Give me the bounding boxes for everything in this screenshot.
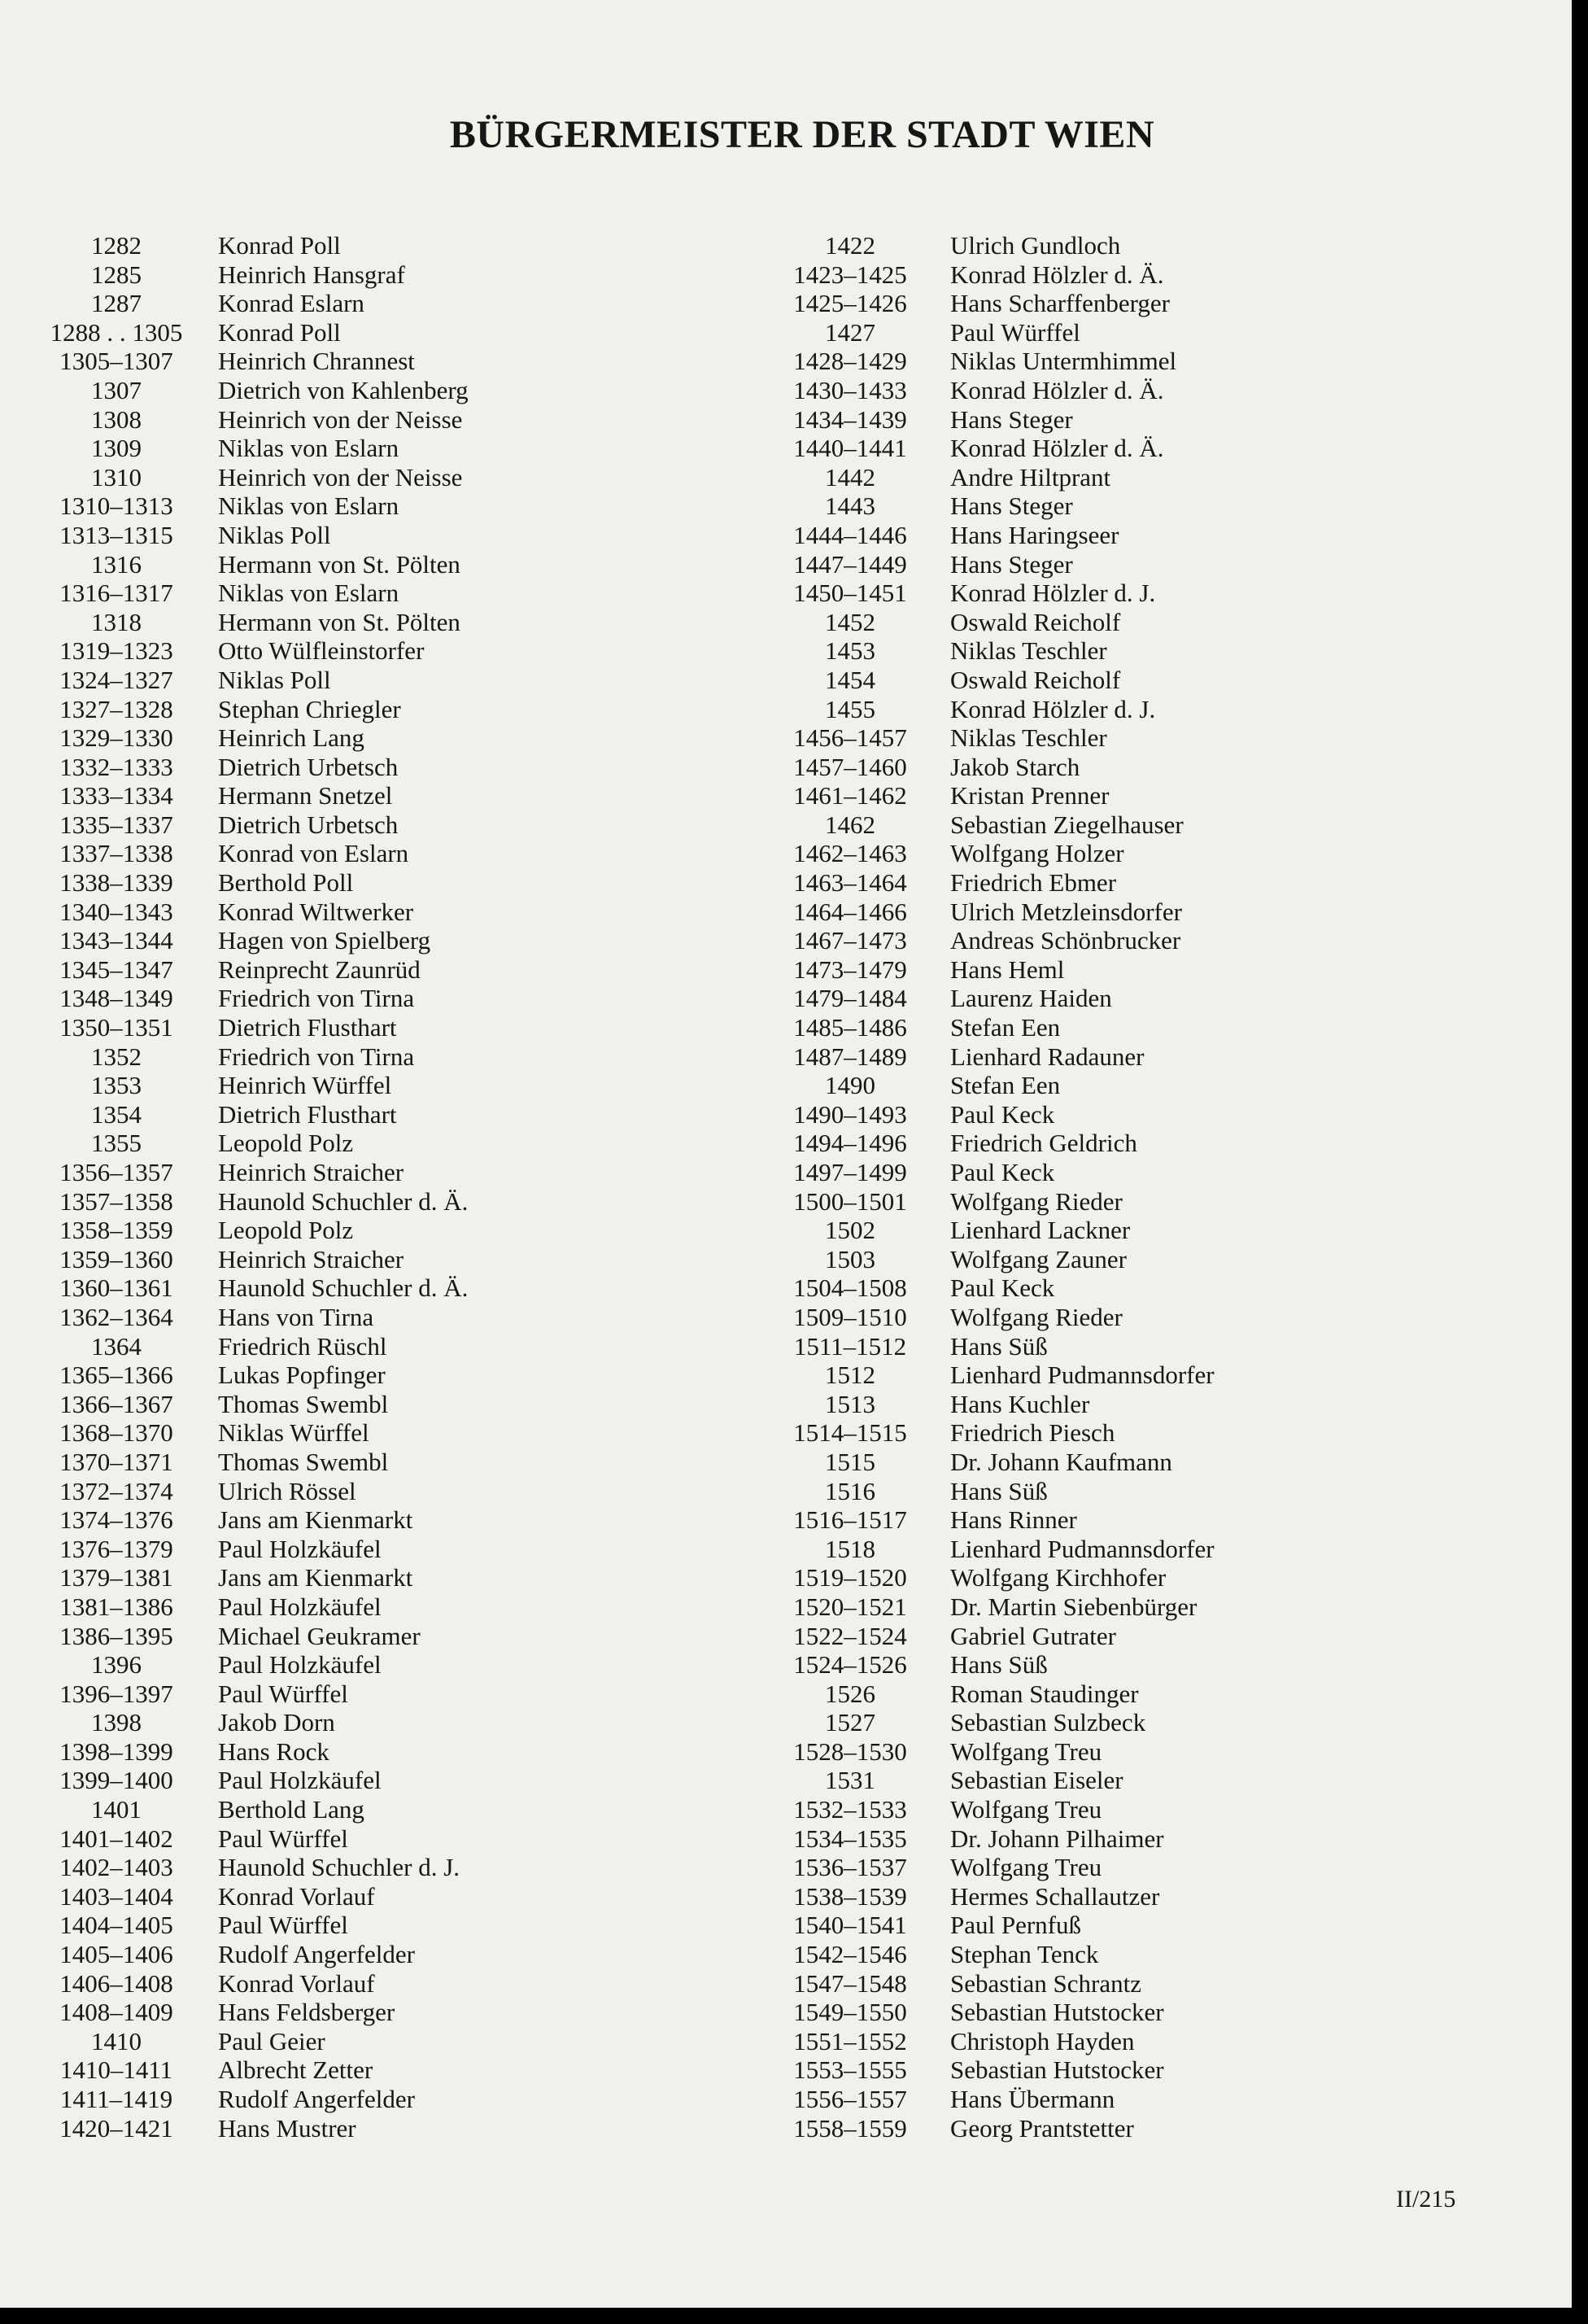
- mayor-name: Niklas Poll: [218, 665, 331, 694]
- term-years: 1338–1339: [59, 868, 173, 898]
- term-years: 1316: [91, 549, 142, 579]
- mayor-name: Friedrich von Tirna: [218, 1042, 415, 1071]
- term-years: 1310: [91, 462, 142, 491]
- mayor-name: Lienhard Lackner: [950, 1216, 1131, 1245]
- term-years: 1453: [825, 636, 875, 666]
- mayor-name: Haunold Schuchler d. Ä.: [218, 1273, 469, 1303]
- term-years: 1422: [825, 231, 875, 260]
- term-years: 1456–1457: [793, 723, 907, 753]
- term-years: 1410: [91, 2026, 142, 2055]
- term-years: 1332–1333: [59, 752, 173, 781]
- mayor-name: Haunold Schuchler d. J.: [218, 1853, 460, 1882]
- term-years: 1502: [825, 1216, 875, 1245]
- mayor-name: Konrad Wiltwerker: [218, 897, 414, 926]
- mayor-name: Heinrich Chrannest: [218, 347, 415, 376]
- term-years: 1515: [825, 1447, 875, 1476]
- term-years: 1490: [825, 1071, 875, 1100]
- mayor-name: Konrad Hölzler d. Ä.: [950, 260, 1164, 289]
- mayor-name: Sebastian Hutstocker: [950, 2055, 1164, 2085]
- term-years: 1403–1404: [59, 1881, 173, 1911]
- mayor-name: Jans am Kienmarkt: [218, 1563, 413, 1592]
- term-years: 1467–1473: [793, 926, 907, 955]
- term-years: 1479–1484: [793, 984, 907, 1013]
- mayor-name: Paul Holzkäufel: [218, 1650, 382, 1680]
- mayor-name: Sebastian Sulzbeck: [950, 1708, 1146, 1737]
- mayor-name: Niklas Poll: [218, 520, 331, 549]
- mayor-name: Niklas Teschler: [950, 723, 1107, 753]
- mayor-name: Niklas Würffel: [218, 1418, 369, 1448]
- mayor-name: Paul Geier: [218, 2026, 325, 2055]
- mayor-name: Wolfgang Zauner: [950, 1244, 1127, 1273]
- term-years: 1434–1439: [793, 404, 907, 434]
- mayor-name: Wolfgang Rieder: [950, 1186, 1123, 1216]
- term-years: 1410–1411: [59, 2055, 173, 2085]
- term-years: 1368–1370: [59, 1418, 173, 1448]
- mayor-name: Jakob Starch: [950, 752, 1080, 781]
- mayor-name: Heinrich von der Neisse: [218, 404, 463, 434]
- term-years: 1464–1466: [793, 897, 907, 926]
- mayor-name: Niklas von Eslarn: [218, 491, 399, 521]
- term-years: 1551–1552: [793, 2026, 907, 2055]
- term-years: 1355: [91, 1129, 142, 1158]
- mayor-name: Stefan Een: [950, 1013, 1061, 1042]
- mayor-name: Thomas Swembl: [218, 1447, 389, 1476]
- term-years: 1370–1371: [59, 1447, 173, 1476]
- term-years: 1522–1524: [793, 1621, 907, 1650]
- mayor-name: Wolfgang Holzer: [950, 839, 1124, 868]
- mayor-name: Sebastian Ziegelhauser: [950, 810, 1184, 839]
- term-years: 1316–1317: [59, 579, 173, 608]
- mayor-name: Konrad Eslarn: [218, 289, 364, 318]
- term-years: 1485–1486: [793, 1013, 907, 1042]
- mayor-name: Hans Kuchler: [950, 1389, 1090, 1418]
- term-years: 1408–1409: [59, 1998, 173, 2027]
- term-years: 1520–1521: [793, 1592, 907, 1621]
- mayor-name: Wolfgang Treu: [950, 1853, 1102, 1882]
- mayor-name: Dr. Martin Siebenbürger: [950, 1592, 1198, 1621]
- term-years: 1558–1559: [793, 2113, 907, 2143]
- mayor-name: Hermes Schallautzer: [950, 1881, 1160, 1911]
- term-years: 1423–1425: [793, 260, 907, 289]
- mayor-name: Paul Keck: [950, 1158, 1055, 1186]
- term-years: 1287: [91, 289, 142, 318]
- mayor-name: Hans Scharffenberger: [950, 289, 1170, 318]
- term-years: 1404–1405: [59, 1911, 173, 1940]
- mayor-name: Hans Mustrer: [218, 2113, 356, 2143]
- mayor-name: Ulrich Gundloch: [950, 231, 1121, 260]
- mayor-name: Paul Holzkäufel: [218, 1766, 382, 1795]
- mayor-name: Jakob Dorn: [218, 1708, 335, 1737]
- mayor-name: Hans Steger: [950, 549, 1073, 579]
- term-years: 1411–1419: [59, 2085, 173, 2113]
- term-years: 1526: [825, 1679, 875, 1708]
- mayor-name: Sebastian Hutstocker: [950, 1998, 1164, 2027]
- term-years: 1386–1395: [59, 1621, 173, 1650]
- mayor-name: Konrad Vorlauf: [218, 1968, 375, 1998]
- mayor-name: Dietrich von Kahlenberg: [218, 375, 469, 404]
- term-years: 1288 . . 1305: [50, 317, 183, 347]
- term-years: 1514–1515: [793, 1418, 907, 1448]
- mayor-name: Friedrich Rüschl: [218, 1331, 387, 1361]
- term-years: 1531: [825, 1766, 875, 1795]
- mayor-name: Heinrich Straicher: [218, 1244, 404, 1273]
- mayor-name: Paul Keck: [950, 1273, 1055, 1303]
- mayor-name: Hans Süß: [950, 1331, 1048, 1361]
- term-years: 1333–1334: [59, 781, 173, 810]
- term-years: 1500–1501: [793, 1186, 907, 1216]
- mayor-name: Heinrich von der Neisse: [218, 462, 463, 491]
- mayor-name: Michael Geukramer: [218, 1621, 421, 1650]
- mayor-name: Dietrich Flusthart: [218, 1099, 397, 1129]
- mayor-name: Roman Staudinger: [950, 1679, 1139, 1708]
- term-years: 1494–1496: [793, 1129, 907, 1158]
- term-years: 1440–1441: [793, 434, 907, 463]
- term-years: 1305–1307: [59, 347, 173, 376]
- mayor-name: Hans Feldsberger: [218, 1998, 395, 2027]
- mayor-name: Leopold Polz: [218, 1216, 354, 1245]
- term-years: 1308: [91, 404, 142, 434]
- term-years: 1454: [825, 665, 875, 694]
- mayor-name: Sebastian Eiseler: [950, 1766, 1123, 1795]
- term-years: 1307: [91, 375, 142, 404]
- mayor-name: Gabriel Gutrater: [950, 1621, 1116, 1650]
- mayor-name: Thomas Swembl: [218, 1389, 389, 1418]
- mayor-name: Albrecht Zetter: [218, 2055, 373, 2085]
- term-years: 1536–1537: [793, 1853, 907, 1882]
- mayor-name: Haunold Schuchler d. Ä.: [218, 1186, 469, 1216]
- term-years: 1362–1364: [59, 1302, 173, 1331]
- term-years: 1398–1399: [59, 1736, 173, 1766]
- mayor-name: Hans Rinner: [950, 1505, 1077, 1535]
- mayor-name: Berthold Poll: [218, 868, 354, 898]
- mayor-name: Rudolf Angerfelder: [218, 2085, 415, 2113]
- mayor-name: Lienhard Radauner: [950, 1042, 1145, 1071]
- term-years: 1319–1323: [59, 636, 173, 666]
- mayor-name: Ulrich Rössel: [218, 1476, 356, 1505]
- term-years: 1364: [91, 1331, 142, 1361]
- mayor-name: Wolfgang Treu: [950, 1736, 1102, 1766]
- mayor-name: Christoph Hayden: [950, 2026, 1135, 2055]
- term-years: 1374–1376: [59, 1505, 173, 1535]
- mayor-name: Leopold Polz: [218, 1129, 354, 1158]
- term-years: 1401: [91, 1795, 142, 1824]
- mayor-name: Hans Süß: [950, 1650, 1048, 1680]
- mayor-name: Niklas Teschler: [950, 636, 1107, 666]
- term-years: 1366–1367: [59, 1389, 173, 1418]
- term-years: 1462–1463: [793, 839, 907, 868]
- mayor-name: Heinrich Würffel: [218, 1071, 392, 1100]
- term-years: 1542–1546: [793, 1940, 907, 1969]
- term-years: 1473–1479: [793, 954, 907, 984]
- mayor-name: Rudolf Angerfelder: [218, 1940, 415, 1969]
- mayor-name: Heinrich Lang: [218, 723, 364, 753]
- mayor-name: Hermann von St. Pölten: [218, 607, 460, 636]
- term-years: 1381–1386: [59, 1592, 173, 1621]
- term-years: 1324–1327: [59, 665, 173, 694]
- term-years: 1516–1517: [793, 1505, 907, 1535]
- term-years: 1556–1557: [793, 2085, 907, 2113]
- mayor-name: Laurenz Haiden: [950, 984, 1112, 1013]
- mayor-name: Oswald Reicholf: [950, 665, 1121, 694]
- mayor-name: Ulrich Metzleinsdorfer: [950, 897, 1182, 926]
- term-years: 1376–1379: [59, 1534, 173, 1563]
- mayor-name: Friedrich Ebmer: [950, 868, 1117, 898]
- term-years: 1518: [825, 1534, 875, 1563]
- mayor-name: Friedrich Piesch: [950, 1418, 1115, 1448]
- term-years: 1402–1403: [59, 1853, 173, 1882]
- mayor-name: Hans Übermann: [950, 2085, 1115, 2113]
- term-years: 1538–1539: [793, 1881, 907, 1911]
- term-years: 1503: [825, 1244, 875, 1273]
- page-number: II/215: [1396, 2186, 1456, 2213]
- term-years: 1553–1555: [793, 2055, 907, 2085]
- term-years: 1372–1374: [59, 1476, 173, 1505]
- mayor-name: Hans Haringseer: [950, 520, 1119, 549]
- term-years: 1396: [91, 1650, 142, 1680]
- term-years: 1450–1451: [793, 579, 907, 608]
- term-years: 1406–1408: [59, 1968, 173, 1998]
- mayor-name: Friedrich Geldrich: [950, 1129, 1137, 1158]
- term-years: 1345–1347: [59, 954, 173, 984]
- term-years: 1357–1358: [59, 1186, 173, 1216]
- mayor-name: Konrad Vorlauf: [218, 1881, 375, 1911]
- term-years: 1310–1313: [59, 491, 173, 521]
- term-years: 1442: [825, 462, 875, 491]
- mayor-name: Friedrich von Tirna: [218, 984, 415, 1013]
- mayor-name: Hans Rock: [218, 1736, 329, 1766]
- term-years: 1420–1421: [59, 2113, 173, 2143]
- term-years: 1455: [825, 694, 875, 723]
- term-years: 1504–1508: [793, 1273, 907, 1303]
- mayor-name: Heinrich Straicher: [218, 1158, 404, 1186]
- term-years: 1444–1446: [793, 520, 907, 549]
- mayor-name: Niklas Untermhimmel: [950, 347, 1177, 376]
- mayor-name: Reinprecht Zaunrüd: [218, 954, 421, 984]
- term-years: 1329–1330: [59, 723, 173, 753]
- mayor-name: Dr. Johann Kaufmann: [950, 1447, 1172, 1476]
- mayor-name: Paul Pernfuß: [950, 1911, 1082, 1940]
- term-years: 1340–1343: [59, 897, 173, 926]
- term-years: 1487–1489: [793, 1042, 907, 1071]
- mayor-name: Stephan Tenck: [950, 1940, 1099, 1969]
- term-years: 1337–1338: [59, 839, 173, 868]
- mayor-name: Hans Steger: [950, 404, 1073, 434]
- term-years: 1452: [825, 607, 875, 636]
- mayor-name: Dietrich Urbetsch: [218, 752, 399, 781]
- term-years: 1285: [91, 260, 142, 289]
- term-years: 1356–1357: [59, 1158, 173, 1186]
- term-years: 1513: [825, 1389, 875, 1418]
- mayor-name: Otto Wülfleinstorfer: [218, 636, 425, 666]
- term-years: 1401–1402: [59, 1824, 173, 1853]
- term-years: 1462: [825, 810, 875, 839]
- term-years: 1534–1535: [793, 1824, 907, 1853]
- mayor-name: Andre Hiltprant: [950, 462, 1111, 491]
- mayor-name: Niklas von Eslarn: [218, 579, 399, 608]
- mayor-name: Paul Würffel: [218, 1824, 348, 1853]
- mayor-name: Wolfgang Rieder: [950, 1302, 1123, 1331]
- mayor-name: Heinrich Hansgraf: [218, 260, 405, 289]
- mayor-name: Hans von Tirna: [218, 1302, 374, 1331]
- mayor-name: Wolfgang Kirchhofer: [950, 1563, 1167, 1592]
- term-years: 1524–1526: [793, 1650, 907, 1680]
- term-years: 1358–1359: [59, 1216, 173, 1245]
- mayor-name: Niklas von Eslarn: [218, 434, 399, 463]
- term-years: 1519–1520: [793, 1563, 907, 1592]
- term-years: 1318: [91, 607, 142, 636]
- mayor-name: Paul Keck: [950, 1099, 1055, 1129]
- term-years: 1343–1344: [59, 926, 173, 955]
- mayor-name: Hans Steger: [950, 491, 1073, 521]
- mayor-name: Konrad von Eslarn: [218, 839, 409, 868]
- mayor-name: Sebastian Schrantz: [950, 1968, 1142, 1998]
- term-years: 1399–1400: [59, 1766, 173, 1795]
- mayor-name: Kristan Prenner: [950, 781, 1110, 810]
- mayor-name: Hermann von St. Pölten: [218, 549, 460, 579]
- term-years: 1547–1548: [793, 1968, 907, 1998]
- term-years: 1396–1397: [59, 1679, 173, 1708]
- term-years: 1360–1361: [59, 1273, 173, 1303]
- mayor-name: Paul Würffel: [950, 317, 1080, 347]
- term-years: 1461–1462: [793, 781, 907, 810]
- term-years: 1447–1449: [793, 549, 907, 579]
- term-years: 1528–1530: [793, 1736, 907, 1766]
- term-years: 1353: [91, 1071, 142, 1100]
- term-years: 1354: [91, 1099, 142, 1129]
- mayor-name: Stephan Chriegler: [218, 694, 401, 723]
- mayor-name: Konrad Poll: [218, 231, 341, 260]
- mayor-name: Oswald Reicholf: [950, 607, 1121, 636]
- page-title: BÜRGERMEISTER DER STADT WIEN: [449, 113, 1155, 156]
- mayor-name: Jans am Kienmarkt: [218, 1505, 413, 1535]
- term-years: 1327–1328: [59, 694, 173, 723]
- term-years: 1428–1429: [793, 347, 907, 376]
- term-years: 1379–1381: [59, 1563, 173, 1592]
- term-years: 1352: [91, 1042, 142, 1071]
- mayor-name: Wolfgang Treu: [950, 1795, 1102, 1824]
- mayor-name: Andreas Schönbrucker: [950, 926, 1181, 955]
- mayor-name: Lienhard Pudmannsdorfer: [950, 1534, 1215, 1563]
- term-years: 1427: [825, 317, 875, 347]
- term-years: 1457–1460: [793, 752, 907, 781]
- mayor-name: Konrad Hölzler d. Ä.: [950, 375, 1164, 404]
- term-years: 1282: [91, 231, 142, 260]
- term-years: 1309: [91, 434, 142, 463]
- term-years: 1350–1351: [59, 1013, 173, 1042]
- mayor-name: Paul Holzkäufel: [218, 1534, 382, 1563]
- mayor-name: Stefan Een: [950, 1071, 1061, 1100]
- mayor-name: Konrad Hölzler d. J.: [950, 694, 1156, 723]
- term-years: 1527: [825, 1708, 875, 1737]
- term-years: 1540–1541: [793, 1911, 907, 1940]
- term-years: 1430–1433: [793, 375, 907, 404]
- mayor-name: Dr. Johann Pilhaimer: [950, 1824, 1164, 1853]
- mayor-name: Konrad Hölzler d. Ä.: [950, 434, 1164, 463]
- mayor-name: Paul Würffel: [218, 1911, 348, 1940]
- term-years: 1497–1499: [793, 1158, 907, 1186]
- mayor-name: Lienhard Pudmannsdorfer: [950, 1361, 1215, 1390]
- term-years: 1425–1426: [793, 289, 907, 318]
- mayor-name: Dietrich Urbetsch: [218, 810, 399, 839]
- term-years: 1348–1349: [59, 984, 173, 1013]
- mayor-name: Hans Süß: [950, 1476, 1048, 1505]
- mayor-name: Paul Würffel: [218, 1679, 348, 1708]
- mayor-name: Lukas Popfinger: [218, 1361, 386, 1390]
- mayor-name: Paul Holzkäufel: [218, 1592, 382, 1621]
- term-years: 1516: [825, 1476, 875, 1505]
- term-years: 1335–1337: [59, 810, 173, 839]
- mayor-name: Berthold Lang: [218, 1795, 364, 1824]
- term-years: 1512: [825, 1361, 875, 1390]
- term-years: 1365–1366: [59, 1361, 173, 1390]
- term-years: 1313–1315: [59, 520, 173, 549]
- term-years: 1398: [91, 1708, 142, 1737]
- term-years: 1405–1406: [59, 1940, 173, 1969]
- mayor-name: Konrad Hölzler d. J.: [950, 579, 1156, 608]
- term-years: 1359–1360: [59, 1244, 173, 1273]
- term-years: 1532–1533: [793, 1795, 907, 1824]
- mayor-name: Konrad Poll: [218, 317, 341, 347]
- term-years: 1443: [825, 491, 875, 521]
- term-years: 1511–1512: [793, 1331, 907, 1361]
- term-years: 1549–1550: [793, 1998, 907, 2027]
- mayor-name: Dietrich Flusthart: [218, 1013, 397, 1042]
- mayor-name: Hagen von Spielberg: [218, 926, 431, 955]
- mayor-name: Hermann Snetzel: [218, 781, 393, 810]
- mayor-name: Georg Prantstetter: [950, 2113, 1134, 2143]
- term-years: 1463–1464: [793, 868, 907, 898]
- term-years: 1490–1493: [793, 1099, 907, 1129]
- mayor-name: Hans Heml: [950, 954, 1065, 984]
- term-years: 1509–1510: [793, 1302, 907, 1331]
